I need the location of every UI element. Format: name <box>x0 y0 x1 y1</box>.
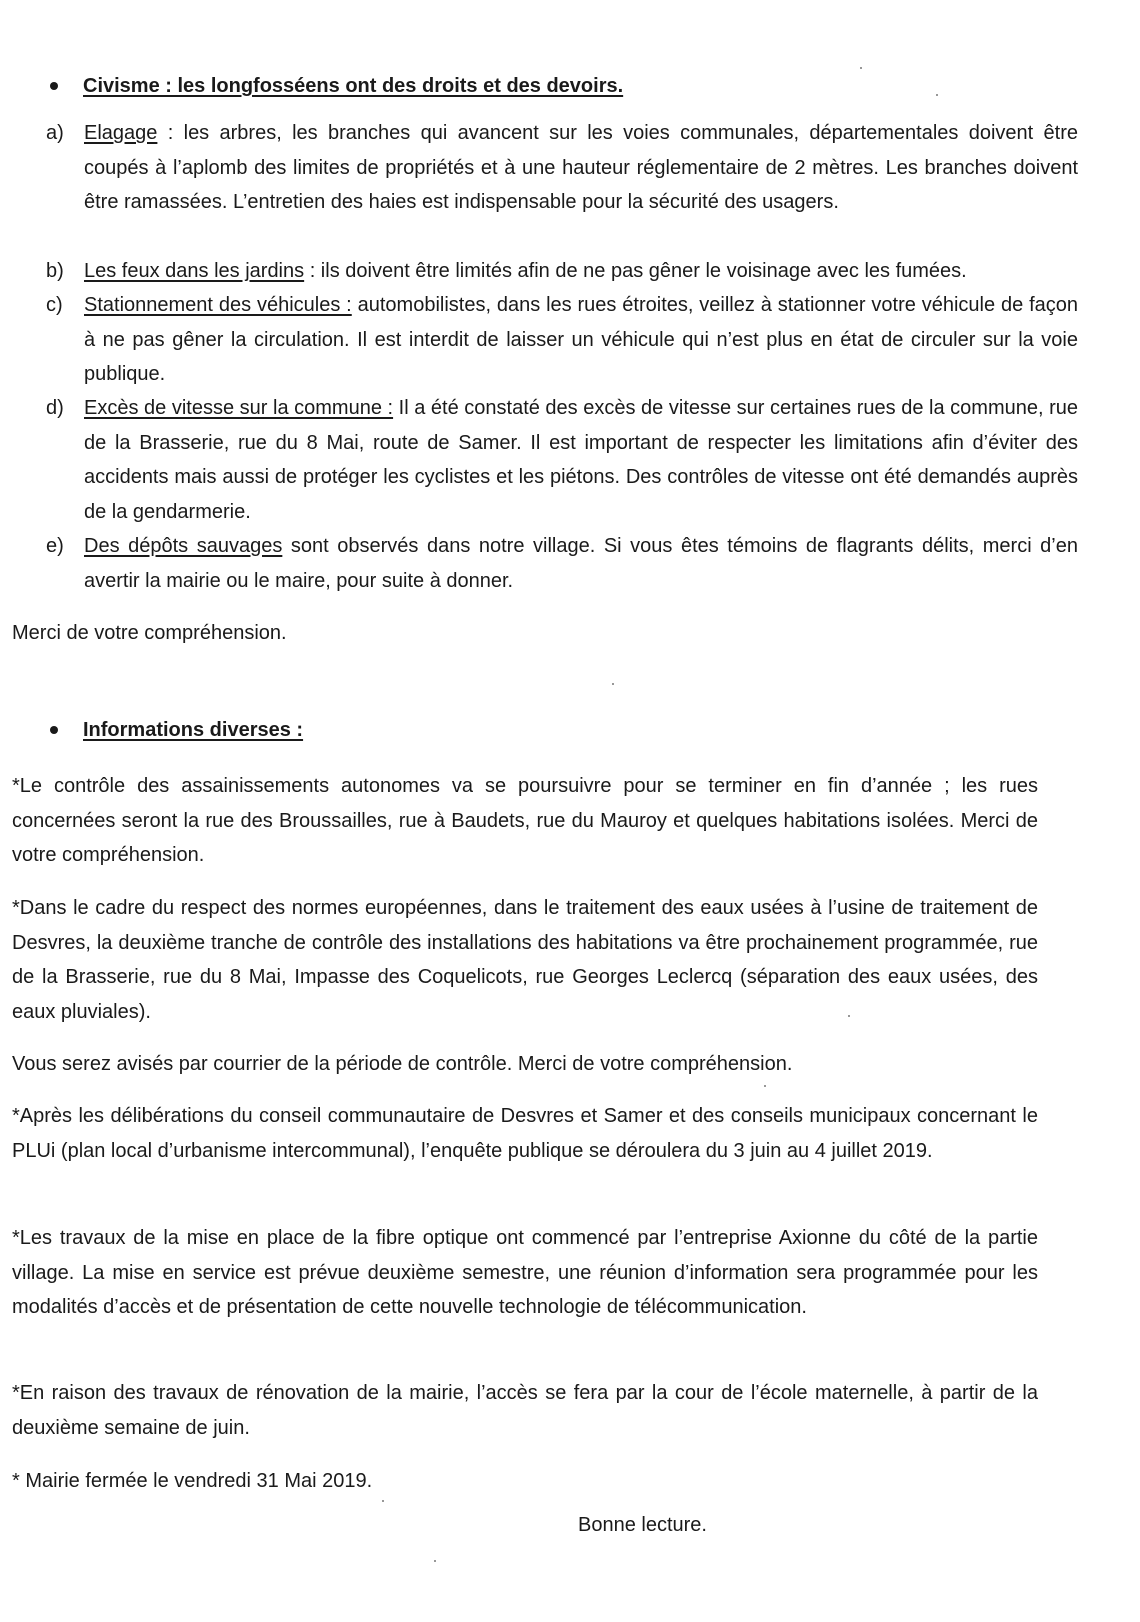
scan-speck <box>936 94 938 96</box>
info-paragraph: * Mairie fermée le vendredi 31 Mai 2019. <box>12 1470 373 1492</box>
scan-speck <box>848 1015 850 1017</box>
closing-text: Bonne lecture. <box>578 1514 707 1536</box>
scan-speck <box>612 683 614 685</box>
info-paragraph: *Les travaux de la mise en place de la fibre optique ont commencé par l’entreprise Axionne du côté de la partie village. La mise en service est prévue deuxième semestre, une réunion d’information sera programmée pour les modalités d’accès et de présentation de cette nouvelle technologie de télécommunication. <box>12 1227 1038 1318</box>
item-text: : les arbres, les branches qui avancent sur les voies communales, départementales doivent être coupés à l’aplomb des limites de propriétés et à une hauteur réglementaire de 2 mètres. Les branches doivent être ramassées. L’entretien des haies est indispensable pour la sécurité des usagers. <box>84 122 1078 213</box>
item-text: Il a été constaté des excès de vitesse sur certaines rues de la commune, rue de la Brasserie, rue du 8 Mai, route de Samer. Il est important de respecter les limitations afin d’éviter des accidents mais aussi de protéger les cyclistes et les piétons. Des contrôles de vitesse ont été demandés auprès de la gendarmerie. <box>84 397 1079 523</box>
section-heading-civisme <box>50 73 623 99</box>
item-marker: c) <box>46 294 63 316</box>
list-item-b <box>42 254 1078 289</box>
item-body <box>84 254 1078 289</box>
scan-speck <box>860 67 862 69</box>
item-body <box>84 116 1078 220</box>
scan-speck <box>764 1085 766 1087</box>
item-body <box>84 288 1078 392</box>
list-item-e <box>42 529 1078 598</box>
list-item-d <box>42 391 1078 529</box>
item-lead: Elagage <box>84 122 158 144</box>
bullet-icon <box>50 726 58 734</box>
item-lead: Des dépôts sauvages <box>84 535 283 557</box>
list-item-a <box>42 116 1078 220</box>
heading-text: Informations diverses : <box>83 719 304 741</box>
scan-speck <box>434 1560 436 1562</box>
info-paragraph: *Dans le cadre du respect des normes européennes, dans le traitement des eaux usées à l’usine de traitement de Desvres, la deuxième tranche de contrôle des installations des habitations va être prochainement programmée, rue de la Brasserie, rue du 8 Mai, Impasse des Coquelicots, rue Georges Leclercq (séparation des eaux usées, des eaux pluviales). <box>12 897 1038 1023</box>
list-item-c <box>42 288 1078 392</box>
item-text: : ils doivent être limités afin de ne pas gêner le voisinage avec les fumées. <box>304 260 967 282</box>
info-paragraph: *Le contrôle des assainissements autonomes va se poursuivre pour se terminer en fin d’année ; les rues concernées seront la rue des Broussailles, rue à Baudets, rue du Mauroy et quelques habitations isolées. Merci de votre compréhension. <box>12 775 1038 866</box>
thanks-text: Merci de votre compréhension. <box>12 622 287 644</box>
heading-text: Civisme : les longfosséens ont des droits et des devoirs. <box>83 75 624 97</box>
section-heading-informations <box>50 717 303 743</box>
item-lead: Les feux dans les jardins <box>84 260 305 282</box>
item-body <box>84 391 1078 529</box>
item-lead: Excès de vitesse sur la commune : <box>84 397 394 419</box>
info-paragraph: Vous serez avisés par courrier de la période de contrôle. Merci de votre compréhension. <box>12 1053 793 1075</box>
item-lead: Stationnement des véhicules : <box>84 294 352 316</box>
item-marker: e) <box>46 535 64 557</box>
item-marker: b) <box>46 260 64 282</box>
item-text: sont observés dans notre village. Si vous êtes témoins de flagrants délits, merci d’en avertir la mairie ou le maire, pour suite à donner. <box>84 535 1078 592</box>
scan-speck <box>382 1500 384 1502</box>
item-marker: a) <box>46 122 64 144</box>
item-text: automobilistes, dans les rues étroites, veillez à stationner votre véhicule de façon à ne pas gêner la circulation. Il est interdit de laisser un véhicule qui n’est plus en état de circuler sur la voie publique. <box>84 294 1079 385</box>
bullet-icon <box>50 82 58 90</box>
item-marker: d) <box>46 397 64 419</box>
info-paragraph: *Après les délibérations du conseil communautaire de Desvres et Samer et des conseils municipaux concernant le PLUi (plan local d’urbanisme intercommunal), l’enquête publique se déroulera du 3 juin au 4 juillet 2019. <box>12 1105 1038 1162</box>
item-body <box>84 529 1078 598</box>
info-paragraph: *En raison des travaux de rénovation de la mairie, l’accès se fera par la cour de l’école maternelle, à partir de la deuxième semaine de juin. <box>12 1382 1038 1439</box>
